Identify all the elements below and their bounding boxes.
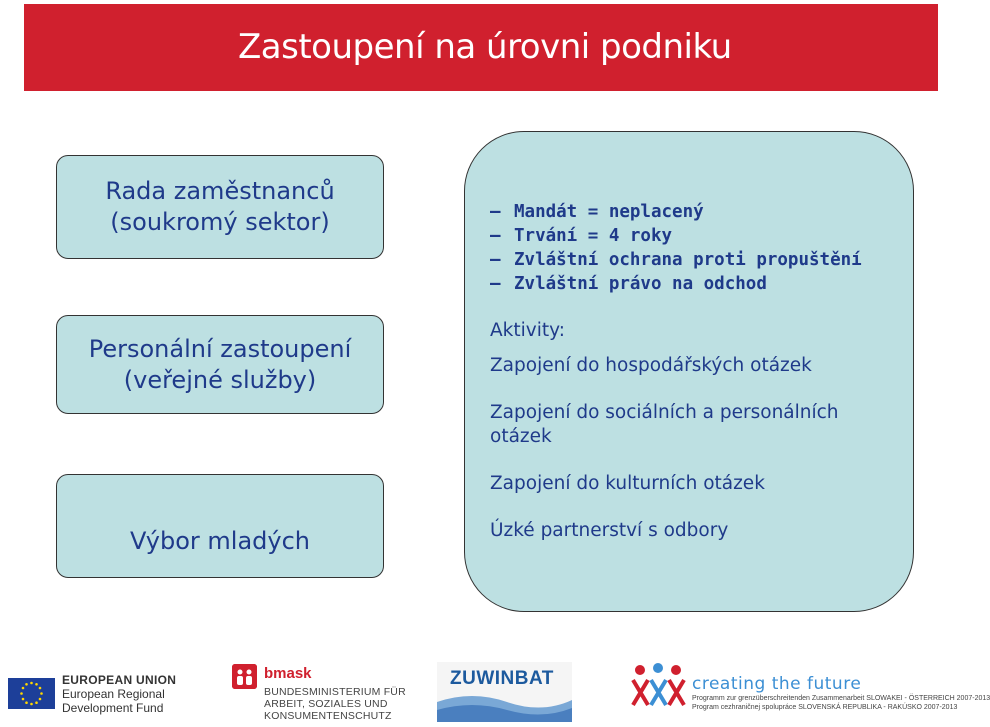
list-item: – Trvání = 4 roky (490, 226, 673, 246)
page-title: Zastoupení na úrovni podniku (238, 27, 732, 67)
box-personnel-representation (56, 315, 384, 414)
creating-the-future-title: creating the future (692, 674, 862, 694)
activity-item: Zapojení do hospodářských otázek (490, 355, 812, 376)
activity-item: Zapojení do sociálních a personálních (490, 402, 839, 423)
list-item: – Mandát = neplacený (490, 202, 704, 222)
activity-item-continued: otázek (490, 426, 552, 447)
box-label-line2: (veřejné služby) (123, 365, 317, 394)
eu-logo-text: EUROPEAN UNION European Regional Development Fund (62, 673, 177, 715)
list-item: – Zvláštní ochrana proti propuštění (490, 250, 862, 270)
box-label-line1: Personální zastoupení (88, 334, 352, 363)
zuwinbat-logo-text: ZUWINBAT (450, 668, 554, 689)
creating-the-future-subtitle: Programm zur grenzüberschreitenden Zusammenarbeit SLOWAKEI - ÖSTERREICH 2007-2013 Program cezhraničnej spolupráce SLOVENSKÁ REPUBLIKA - RAKÚSKO 2007-2013 (692, 695, 990, 711)
bmask-logo-name: bmask (264, 665, 312, 682)
mandate-list (490, 200, 862, 296)
bmask-logo-icon (232, 664, 257, 689)
box-label-line1: Rada zaměstnanců (105, 177, 335, 205)
bmask-logo-text: BUNDESMINISTERIUM FÜR ARBEIT, SOZIALES UND KONSUMENTENSCHUTZ (264, 686, 406, 722)
box-employee-council (56, 155, 384, 259)
box-youth-committee (56, 474, 384, 578)
list-item: – Zvláštní právo na odchod (490, 274, 767, 294)
creating-the-future-icon (628, 660, 688, 710)
box-label-line2: (soukromý sektor) (110, 208, 330, 236)
activities-label: Aktivity: (490, 320, 565, 341)
box-label-line1: Výbor mladých (130, 526, 310, 555)
activity-item: Zapojení do kulturních otázek (490, 473, 765, 494)
eu-flag-logo (8, 678, 55, 709)
activity-item: Úzké partnerství s odbory (490, 520, 729, 541)
